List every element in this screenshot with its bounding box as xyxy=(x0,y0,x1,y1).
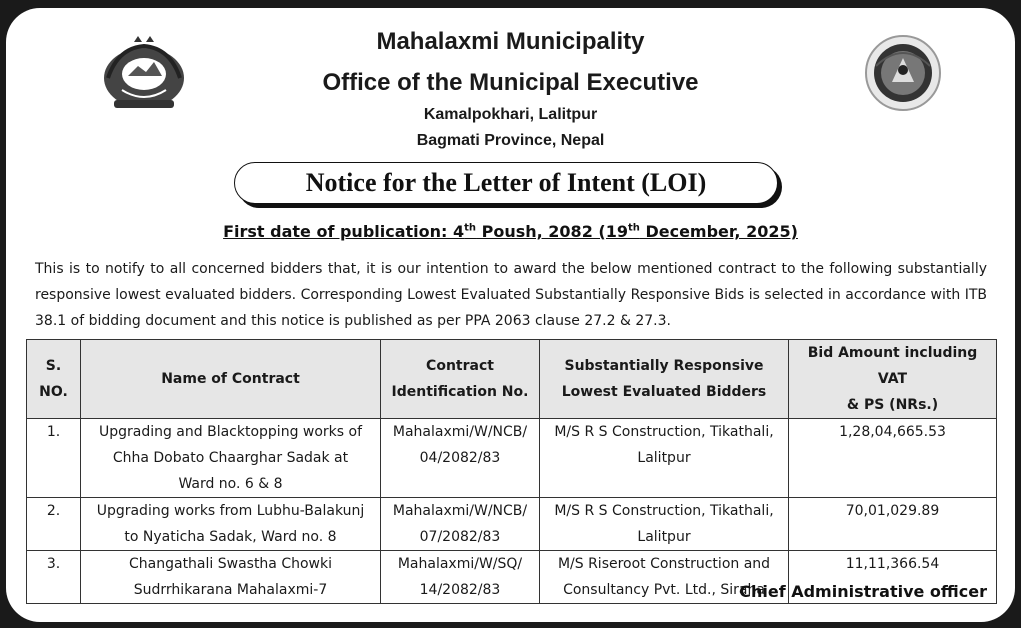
cell-contract-name: Changathali Swastha Chowki Sudrrhikarana Mahalaxmi-7 xyxy=(81,551,381,604)
cell-contract-name: Upgrading and Blacktopping works of Chha Dobato Chaarghar Sadak at Ward no. 6 & 8 xyxy=(81,419,381,498)
cell-bidder: M/S R S Construction, Tikathali, Lalitpur xyxy=(540,498,789,551)
header-contract-id: Contract Identification No. xyxy=(381,340,540,419)
cell-serial-number: 1. xyxy=(27,419,81,498)
cell-serial-number: 3. xyxy=(27,551,81,604)
contract-table xyxy=(26,339,997,604)
header-contract-name: Name of Contract xyxy=(81,340,381,419)
header-bidder: Substantially Responsive Lowest Evaluated Bidders xyxy=(540,340,789,419)
cell-bid-amount: 11,11,366.54 xyxy=(789,551,997,604)
table-row xyxy=(27,498,997,551)
intro-paragraph: This is to notify to all concerned bidders that, it is our intention to award the below mentioned contract to the following substantially responsive lowest evaluated bidders. Corresponding Lowest Evaluated Substantially Responsive Bids is selected in accordance with ITB 38.1 of bidding document and this notice is published as per PPA 2063 clause 27.2 & 27.3. xyxy=(35,261,987,329)
table-header-row xyxy=(27,340,997,419)
cell-contract-id: Mahalaxmi/W/NCB/ 04/2082/83 xyxy=(381,419,540,498)
publication-date: First date of publication: 4th Poush, 2082 (19th December, 2025) xyxy=(223,222,798,241)
table-row xyxy=(27,419,997,498)
address-line: Bagmati Province, Nepal xyxy=(416,132,605,149)
cell-contract-name: Upgrading works from Lubhu-Balakunj to Nyaticha Sadak, Ward no. 8 xyxy=(81,498,381,551)
cell-contract-id: Mahalaxmi/W/NCB/ 07/2082/83 xyxy=(381,498,540,551)
notice-title: Notice for the Letter of Intent (LOI) xyxy=(234,162,778,204)
cell-serial-number: 2. xyxy=(27,498,81,551)
office-name: Office of the Municipal Executive xyxy=(322,69,699,96)
cell-bidder: M/S R S Construction, Tikathali, Lalitpur xyxy=(540,419,789,498)
address-line: Kamalpokhari, Lalitpur xyxy=(423,106,598,123)
notice-document xyxy=(6,8,1015,622)
municipality-name: Mahalaxmi Municipality xyxy=(376,28,645,55)
notice-title-box xyxy=(234,162,784,212)
cell-bidder: M/S Riseroot Construction and Consultancy Pvt. Ltd., Siraha xyxy=(540,551,789,604)
cell-bid-amount: 70,01,029.89 xyxy=(789,498,997,551)
header-serial-number: S. NO. xyxy=(27,340,81,419)
header-bid-amount: Bid Amount including VAT & PS (NRs.) xyxy=(789,340,997,419)
cell-bid-amount: 1,28,04,665.53 xyxy=(789,419,997,498)
cell-contract-id: Mahalaxmi/W/SQ/ 14/2082/83 xyxy=(381,551,540,604)
signature-title: Chief Administrative officer xyxy=(739,582,987,601)
